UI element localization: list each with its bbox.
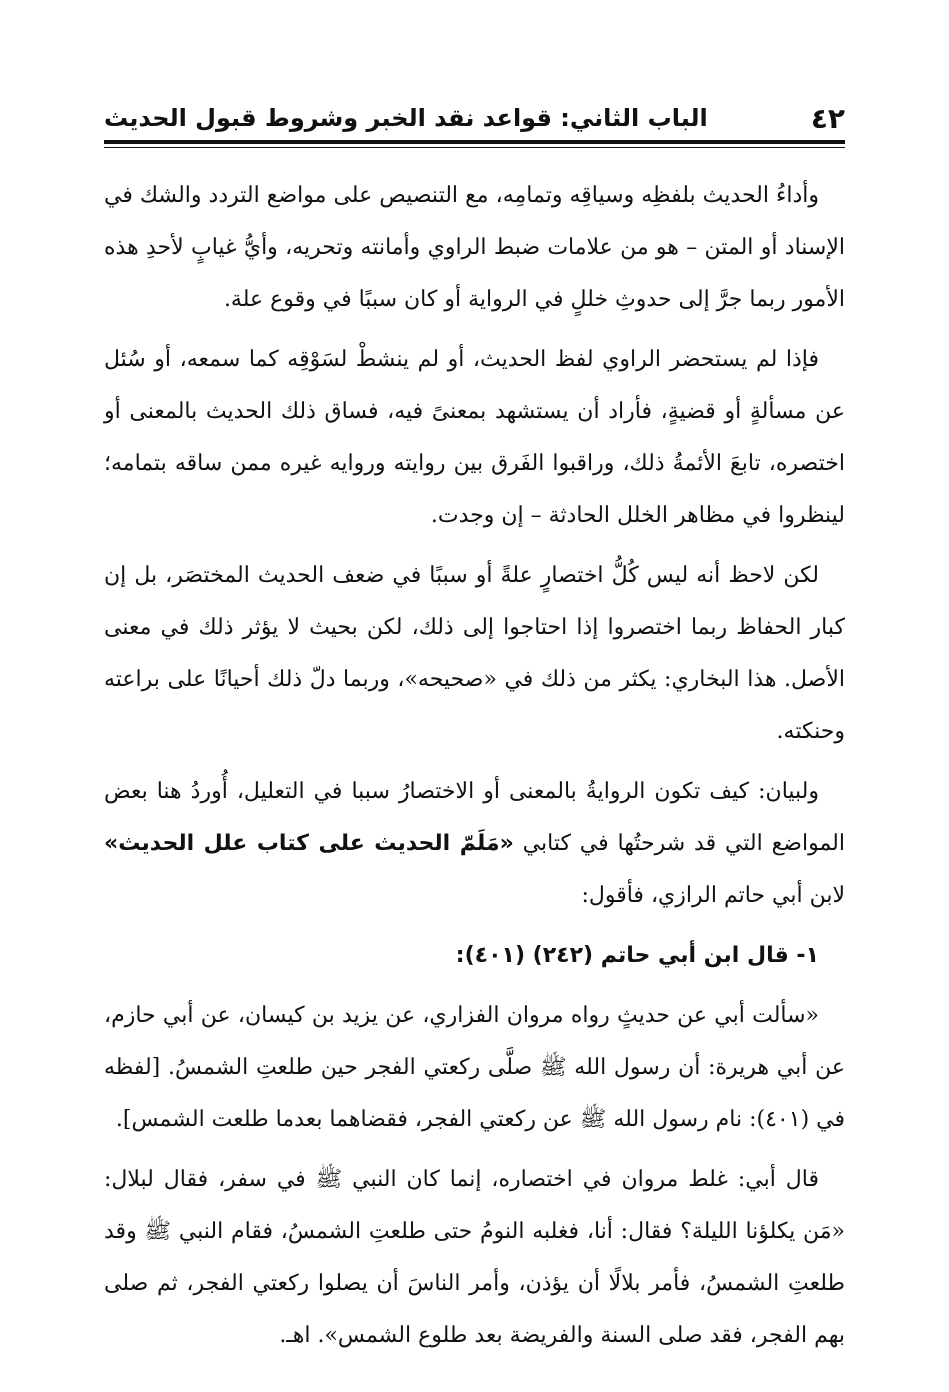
chapter-title: الباب الثاني: قواعد نقد الخبر وشروط قبول الحديث — [104, 104, 708, 132]
paragraph-3: لكن لاحظ أنه ليس كُلُّ اختصارٍ علةً أو سببًا في ضعف الحديث المختصَر، بل إن كبار الحفاظ ربما اختصروا إذا احتاجوا إلى ذلك، لكن بحيث لا يؤثر ذلك في معنى الأصل. هذا البخاري: يكثر من ذلك في «صحيحه»، وربما دلّ ذلك أحيانًا على براعته وحنكته. — [104, 563, 845, 744]
paragraph-2: فإذا لم يستحضر الراوي لفظ الحديث، أو لم ينشطْ لسَوْقِه كما سمعه، أو سُئل عن مسألةٍ أو قضيةٍ، فأراد أن يستشهد بمعنىً فيه، فساق ذلك الحديث بالمعنى أو اختصره، تابعَ الأئمةُ ذلك، وراقبوا الفَرق بين روايته وروايه غيره ممن ساقه بتمامه؛ لينظروا في مظاهر الخلل الحادثة – إن وجدت. — [104, 347, 845, 528]
header-rule-thick — [104, 140, 845, 144]
section-heading: ١- قال ابن أبي حاتم (٢٤٢) (٤٠١): — [455, 943, 819, 968]
book-title: «مَلَمّ الحديث على كتاب علل الحديث» — [104, 831, 514, 856]
page-body — [104, 170, 845, 1370]
paragraph-4-text-end: لابن أبي حاتم الرازي، فأقول: — [581, 883, 845, 908]
paragraph-4-text-start: ولبيان: كيف تكون الروايةُ بالمعنى أو الاختصارُ سببا في التعليل، أُوردُ هنا بعض المواضع التي قد شرحتُها في كتابي — [104, 779, 845, 856]
commentary-paragraph: قال أبي: غلط مروان في اختصاره، إنما كان النبي ﷺ في سفر، فقال لبلال: «مَن يكلؤنا الليلة؟ فقال: أنا، فغلبه النومُ حتى طلعتِ الشمسُ، فقام النبي ﷺ وقد طلعتِ الشمسُ، فأمر بلالًا أن يؤذن، وأمر الناسَ أن يصلوا ركعتي الفجر، ثم صلى بهم الفجر، فقد صلى السنة والفريضة بعد طلوع الشمس». اهـ. — [104, 1167, 845, 1348]
paragraph-4 — [104, 766, 845, 922]
paragraph-1: وأداءُ الحديث بلفظِه وسياقِه وتمامِه، مع التنصيص على مواضع التردد والشك في الإسناد أو المتن – هو من علامات ضبط الراوي وأمانته وتحريه، وأيُّ غيابٍ لأحدِ هذه الأمور ربما جرَّ إلى حدوثِ خللٍ في الرواية أو كان سببًا في وقوع علة. — [104, 183, 845, 312]
page-number: ٤٢ — [810, 101, 845, 135]
header-rule-thin — [104, 147, 845, 148]
quote-paragraph: «سألت أبي عن حديثٍ رواه مروان الفزاري، عن يزيد بن كيسان، عن أبي حازم، عن أبي هريرة: أن رسول الله ﷺ صلَّى ركعتي الفجر حين طلعتِ الشمسُ. [لفظه في (٤٠١): نام رسول الله ﷺ عن ركعتي الفجر، فقضاهما بعدما طلعت الشمس]. — [104, 1003, 845, 1132]
running-header — [104, 92, 845, 144]
